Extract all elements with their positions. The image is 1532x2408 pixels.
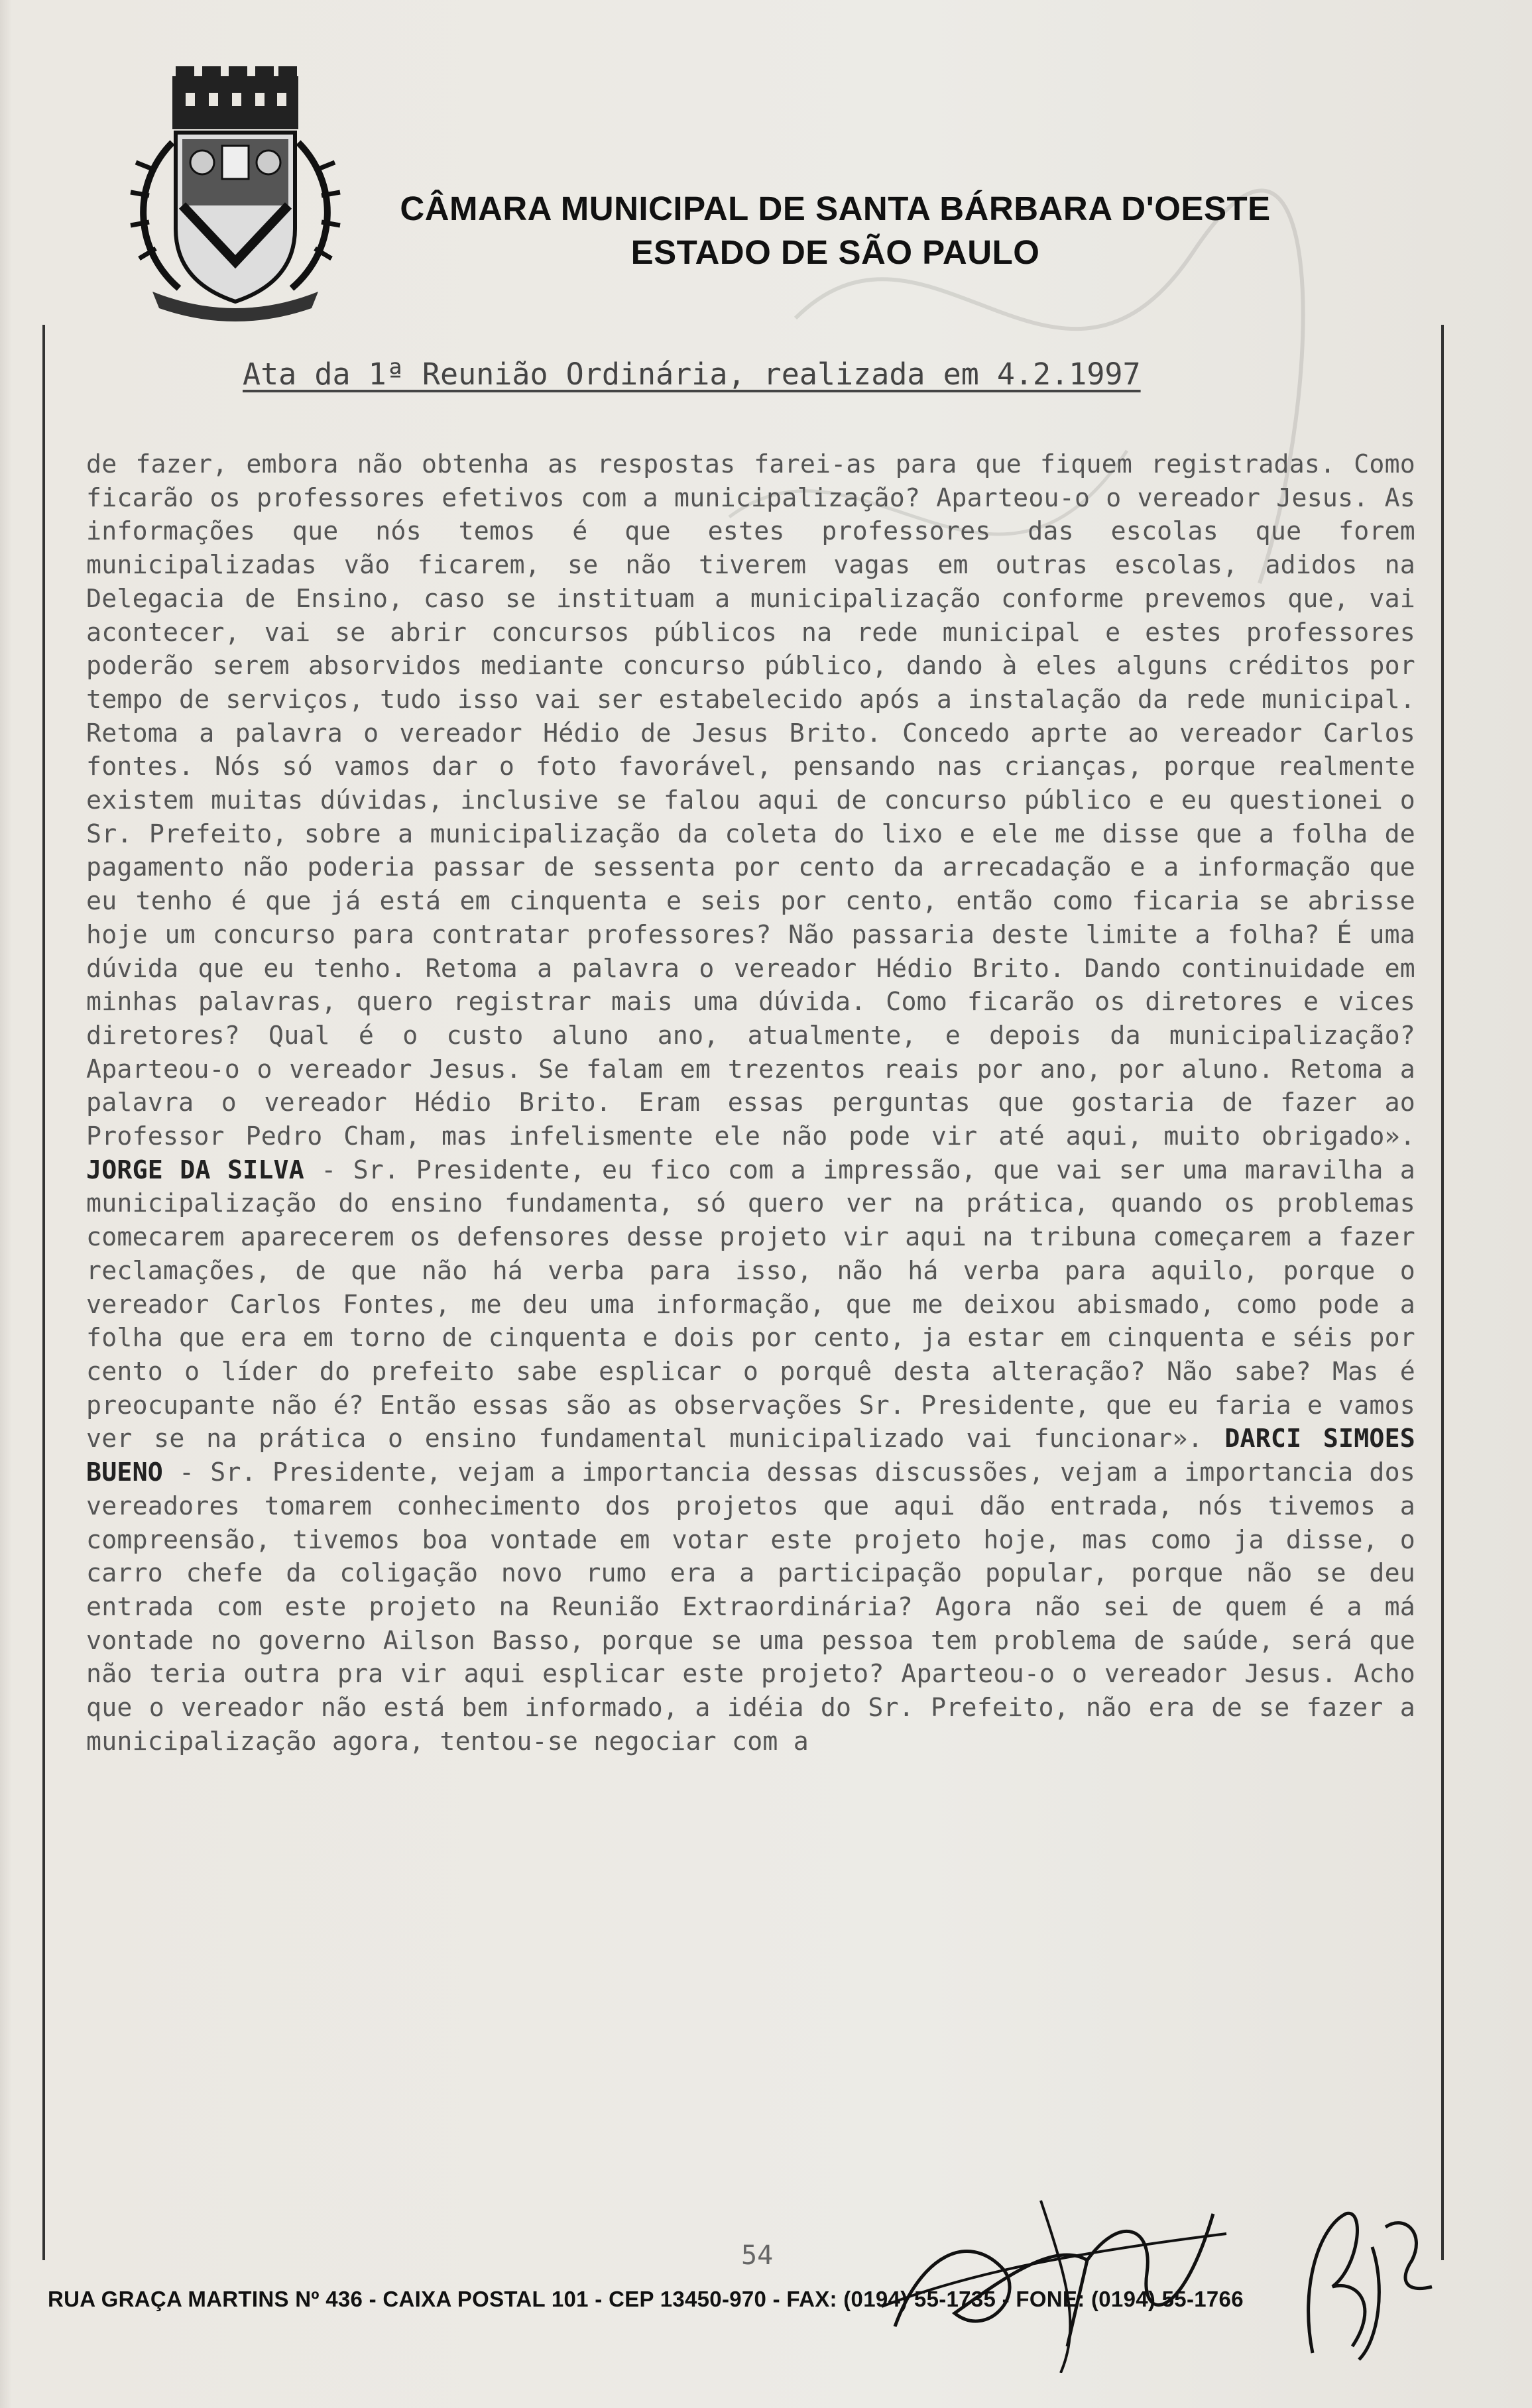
body-paragraph-part1: de fazer, embora não obtenha as respostas farei-as para que fiquem registradas. Como ficarão os professores efetivos com a municipalização? Aparteou-o o vereador Jesus. As informações que nós temos é que estes professores das escolas que forem municipalizadas vão ficarem, se não tiverem vagas em outras escolas, adidos na Delegacia de Ensino, caso se instituam a municipalização conforme prevemos que, vai acontecer, vai se abrir concursos públicos na rede municipal e estes professores poderão serem absorvidos mediante concurso público, dando à eles alguns créditos por tempo de serviços, tudo isso vai ser estabelecido após a instalação da rede municipal. Retoma a palavra o vereador Hédio de Jesus Brito. Concedo aprte ao vereador Carlos fontes. Nós só vamos dar o foto favorável, pensando nas crianças, porque realmente existem muitas dúvidas, inclusive se falou aqui de concurso público e eu questionei o Sr. Prefeito, sobre a municipalização da coleta do lixo e ele me disse que a folha de pagamento não poderia passar de sessenta por cento da arrecadação e a informação que eu tenho é que já está em cinquenta e seis por cento, então como ficaria se abrisse hoje um concurso para contratar professores? Não passaria deste limite a folha? É uma dúvida que eu tenho. Retoma a palavra o vereador Hédio Brito. Dando continuidade em minhas palavras, quero registrar mais uma dúvida. Como ficarão os diretores e vices diretores? Qual é o custo aluno ano, atualmente, e depois da municipalização? Aparteou-o o vereador Jesus. Se falam em trezentos reais por ano, por aluno. Retoma a palavra o vereador Hédio Brito. Eram essas perguntas que gostaria de fazer ao Professor Pedro Cham, mas infelismente ele não pode vir até aqui, muito obrigado». — [86, 450, 1415, 1152]
speaker-name: JORGE DA SILVA — [86, 1155, 304, 1185]
municipal-coat-of-arms-icon — [126, 63, 345, 321]
minutes-body — [86, 448, 1415, 1758]
handwritten-signature-icon — [868, 2174, 1240, 2373]
institution-name: CÂMARA MUNICIPAL DE SANTA BÁRBARA D'OESTE — [400, 190, 1271, 227]
state-name: ESTADO DE SÃO PAULO — [630, 233, 1040, 271]
body-paragraph-part3: - Sr. Presidente, vejam a importancia dessas discussões, vejam a importancia dos vereadores tomarem conhecimento dos projetos que aqui dão entrada, nós tivemos a compreensão, tivemos boa vontade em votar este projeto hoje, mas como ja disse, o carro chefe da coligação novo rumo era a participação popular, porque não se deu entrada com este projeto na Reunião Extraordinária? Agora não sei de quem é a má vontade no governo Ailson Basso, porque se uma pessoa tem problema de saúde, será que não teria outra pra vir aqui esplicar este projeto? Aparteou-o o vereador Jesus. Acho que o vereador não está bem informado, a idéia do Sr. Prefeito, não era de se fazer a municipalização agora, tentou-se negociar com a — [86, 1458, 1415, 1756]
right-margin-rule — [1441, 325, 1444, 2260]
speaker-name: DARCI SIMOES BUENO — [86, 1424, 1415, 1488]
body-paragraph-part2: - Sr. Presidente, eu fico com a impressão, que vai ser uma maravilha a municipalização do ensino fundamenta, só quero ver na prática, quando os problemas comecarem aparecerem os defensores desse projeto vir aqui na tribuna começarem a fazer reclamações, de que não há verba para isso, não há verba para aquilo, porque o vereador Carlos Fontes, me deu uma informação, que me deixou abismado, como pode a folha que era em torno de cinquenta e dois por cento, ja estar em cinquenta e séis por cento o líder do prefeito sabe esplicar o porquê desta alteração? Não sabe? Mas é preocupante não é? Então essas são as observações Sr. Presidente, que eu faria e vamos ver se na prática o ensino fundamental municipalizado vai funcionar». — [86, 1155, 1415, 1454]
letterhead — [371, 187, 1299, 274]
page-number: 54 — [741, 2240, 774, 2271]
handwritten-initials-icon — [1273, 2187, 1445, 2366]
footer-address: RUA GRAÇA MARTINS Nº 436 - CAIXA POSTAL 101 - CEP 13450-970 - FAX: (0194) 55-1735 - FONE: (0194) 55-1766 — [48, 2287, 1244, 2311]
minutes-title: Ata da 1ª Reunião Ordinária, realizada em 4.2.1997 — [243, 357, 1141, 392]
left-margin-rule — [42, 325, 45, 2260]
